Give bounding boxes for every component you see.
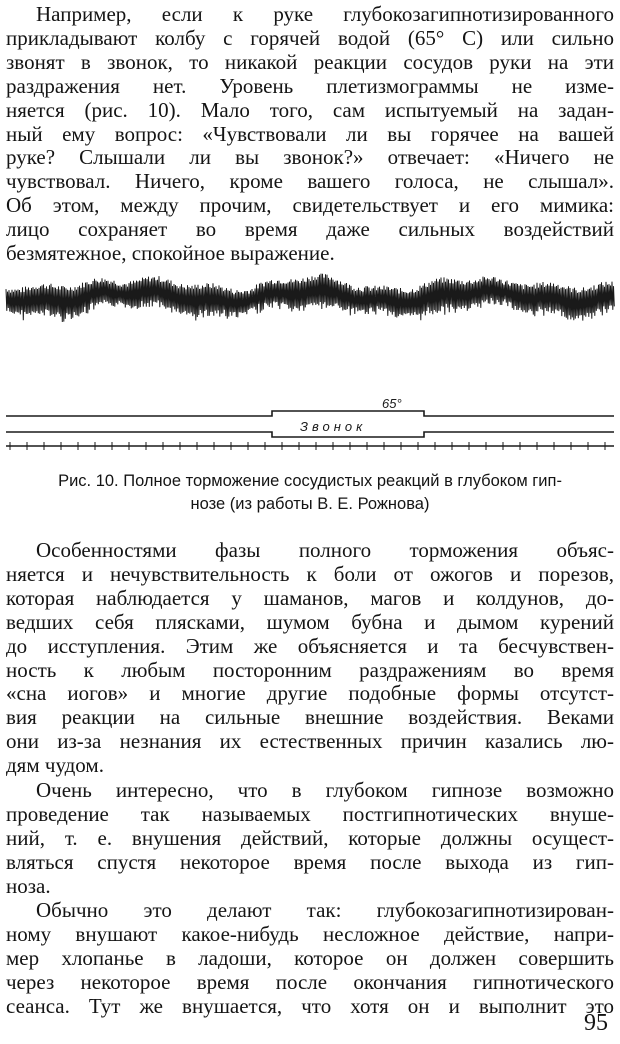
text-line: Очень интересно, что в глубоком гипнозе возможно bbox=[36, 778, 614, 802]
text-line: звонят в звонок, то никакой реакции сосудов руки на эти bbox=[6, 49, 614, 74]
text-line: сеанса. Тут же внушается, что хотя он и выполнит это bbox=[6, 993, 614, 1018]
text-line: дям чудом. bbox=[6, 753, 104, 778]
text-line: няется и нечувствительность к боли от ожогов и порезов, bbox=[6, 561, 614, 586]
text-line: лицо сохраняет во время даже сильных воздействий bbox=[6, 217, 614, 242]
text-line: они из-за незнания их естественных причин казались лю- bbox=[6, 729, 614, 754]
plethysmogram-figure bbox=[0, 270, 620, 455]
text-line: раздражения нет. Уровень плетизмограммы не изме- bbox=[6, 73, 614, 98]
text-line: мер хлопанье в ладоши, которое он должен совершить bbox=[6, 945, 614, 970]
text-line: прикладывают колбу с горячей водой (65° С) или сильно bbox=[6, 25, 614, 50]
plethysmogram-trace bbox=[6, 274, 614, 322]
text-line: Обычно это делают так: глубокозагипнотизирован- bbox=[36, 898, 614, 922]
text-line: ный ему вопрос: «Чувствовали ли вы горячее на вашей bbox=[6, 121, 614, 146]
caption-line: Рис. 10. Полное торможение сосудистых реакций в глубоком гип- bbox=[58, 472, 562, 490]
paragraph-1 bbox=[6, 3, 614, 266]
text-line: Особенностями фазы полного торможения объяс- bbox=[36, 538, 614, 562]
text-line: проведение так называемых постгипнотических внуше- bbox=[6, 801, 614, 826]
text-line: Об этом, между прочим, свидетельствует и его мимика: bbox=[6, 193, 614, 218]
text-line: ний, т. е. внушения действий, которые должны осущест- bbox=[6, 825, 614, 850]
text-line: ведших себя плясками, шумом бубна и дымом курений bbox=[6, 609, 614, 634]
text-line: Например, если к руке глубокозагипнотизированного bbox=[36, 2, 614, 26]
figure-caption bbox=[6, 470, 614, 516]
text-line: вия реакции на сильные внешние воздействия. Веками bbox=[6, 705, 614, 730]
text-line: вляться спустя некоторое время после выхода из гип- bbox=[6, 849, 614, 874]
caption-line: нозе (из работы В. Е. Рожнова) bbox=[190, 495, 430, 513]
text-line: ному внушают какое-нибудь несложное действие, напри- bbox=[6, 921, 614, 946]
text-line: ность к любым посторонним раздражениям во время bbox=[6, 657, 614, 682]
temperature-marker-line bbox=[6, 411, 614, 416]
paragraph-4 bbox=[6, 899, 614, 1019]
text-line: чувствовал. Ничего, кроме вашего голоса, не слышал». bbox=[6, 169, 614, 194]
temperature-label: 65° bbox=[382, 396, 402, 411]
text-line: безмятежное, спокойное выражение. bbox=[6, 241, 335, 266]
text-line: ноза. bbox=[6, 873, 51, 898]
paragraph-2 bbox=[6, 539, 614, 778]
bell-label: Звонок bbox=[300, 419, 367, 434]
text-line: через некоторое время после окончания гипнотического bbox=[6, 969, 614, 994]
text-line: руке? Слышали ли вы звонок?» отвечает: «Ничего не bbox=[6, 145, 614, 170]
page-number: 95 bbox=[584, 1010, 608, 1036]
text-line: няется (рис. 10). Мало того, сам испытуемый на задан- bbox=[6, 97, 614, 122]
text-line: которая наблюдается у шаманов, магов и колдунов, до- bbox=[6, 585, 614, 610]
paragraph-3 bbox=[6, 779, 614, 899]
text-line: до исступления. Этим же объясняется и та бесчувствен- bbox=[6, 633, 614, 658]
text-line: «сна иогов» и многие другие подобные формы отсутст- bbox=[6, 681, 614, 706]
